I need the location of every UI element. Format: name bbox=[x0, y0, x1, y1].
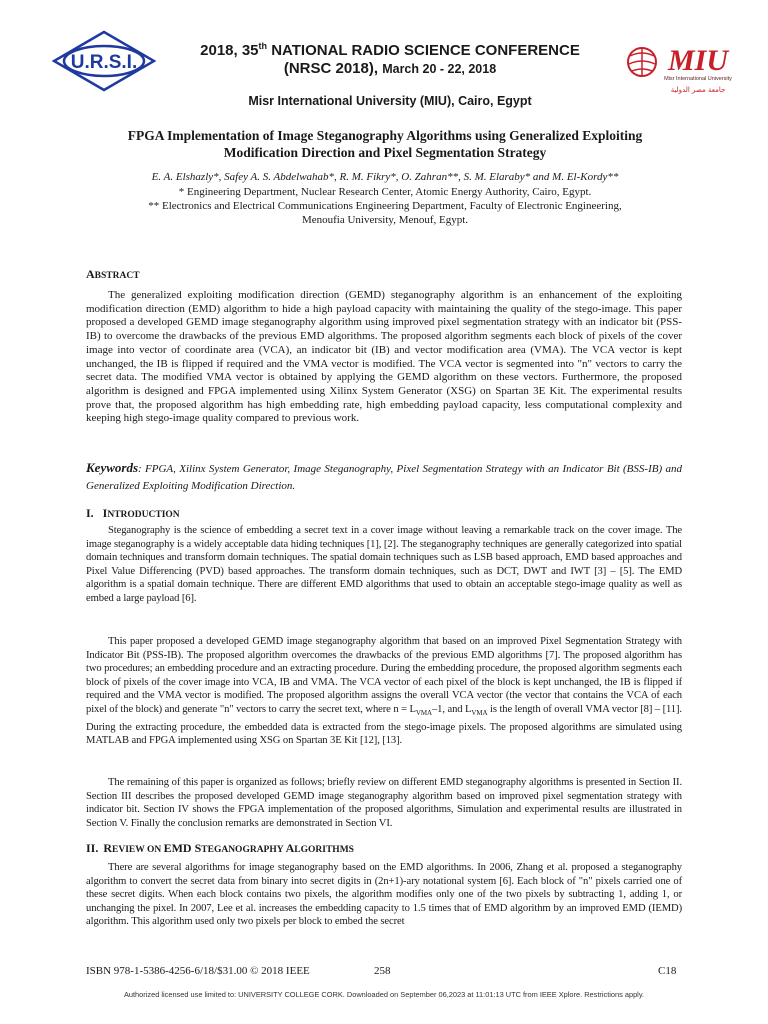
introduction-paragraph-1 bbox=[86, 524, 682, 606]
conference-acronym: (NRSC 2018), bbox=[283, 60, 379, 77]
paper-affiliations bbox=[84, 185, 686, 227]
review-heading-cap3: A bbox=[285, 841, 295, 855]
introduction-text-1: Steganography is the science of embedding a secret text in a cover image without leaving a remarkable track on the cover image. The image steganography is a widely acceptable data hiding techniques [1], [2]. The steganography techniques are generally categorized into spatial domain techniques and transform domain techniques. The spatial domain techniques such as LSB based approach, EMD based approaches and Pixel Value Differencing (PVD) based approaches. The transform domain techniques, such as DCT, DWT and IWT [3] – [5]. The EMD algorithm is a spatial domain technique. There are different EMD algorithms that used to obtain an acceptable stego-image quality as well as embed a large payload [6]. bbox=[86, 525, 682, 604]
review-heading bbox=[86, 841, 354, 856]
abstract-heading bbox=[86, 267, 140, 282]
license-notice: Authorized licensed use limited to: UNIVERSITY COLLEGE CORK. Downloaded on September 06,2023 at 11:01:13 UTC from IEEE Xplore. Restrictions apply. bbox=[123, 990, 645, 999]
conference-subtitle bbox=[170, 60, 610, 77]
conference-title bbox=[170, 41, 610, 59]
review-heading-cap: R bbox=[103, 841, 113, 855]
abstract-heading-cap: A bbox=[86, 267, 95, 281]
conference-date: March 20 - 22, 2018 bbox=[382, 62, 497, 76]
page-number: 258 bbox=[374, 965, 391, 977]
conference-name: NATIONAL RADIO SCIENCE CONFERENCE bbox=[271, 42, 580, 59]
introduction-number: I. bbox=[86, 506, 94, 520]
paper-title-line1: FPGA Implementation of Image Steganography Algorithms using Generalized Exploiting bbox=[127, 128, 643, 143]
introduction-paragraph-3 bbox=[86, 776, 682, 830]
conference-venue: Misr International University (MIU), Cairo, Egypt bbox=[248, 94, 532, 108]
keywords-paragraph bbox=[86, 459, 682, 495]
affiliation-3: Menoufia University, Menouf, Egypt. bbox=[301, 214, 469, 226]
keywords-text: : FPGA, Xilinx System Generator, Image Steganography, Pixel Segmentation Strategy with an Indicator Bit (BSS-IB) and Generalized Exploiting Modification Direction. bbox=[86, 463, 682, 492]
keywords-label: Keywords bbox=[86, 460, 138, 475]
paper-authors: E. A. Elshazly*, Safey A. S. Abdelwahab*, R. M. Fikry*, O. Zahran**, S. M. Elaraby* and M. El-Kordy** bbox=[151, 171, 619, 183]
introduction-text-2c: is the length of overall VMA vector [8] – [11]. During the extracting procedure, the embedded data is extracted from the stego-image pixels. The proposed algorithms are simulated using MATLAB and FPGA implemented using XSG on Spartan 3E Kit [12], [13]. bbox=[86, 703, 682, 747]
affiliation-2: ** Electronics and Electrical Communications Engineering Department, Faculty of Electronic Engineering, bbox=[148, 200, 622, 212]
review-heading-part2: TEGANOGRAPHY bbox=[201, 845, 286, 855]
introduction-heading bbox=[86, 506, 180, 521]
ursi-logo-text: U.R.S.I. bbox=[70, 52, 138, 73]
introduction-text-3: The remaining of this paper is organized as follows; briefly review on different EMD steganography algorithms is presented in Section II. Section III describes the proposed developed GEMD image steganography algorithm based on improved pixel segmentation strategy with indicator bit. Section IV shows the FPGA implementation of the proposed algorithms, Simulation and experimental results are illustrated in Section V. Finally the conclusion remarks are demonstrated in Section VI. bbox=[86, 777, 682, 829]
introduction-text-2a: This paper proposed a developed GEMD image steganography algorithm that based on an improved Pixel Segmentation Strategy with Indicator Bit (PSS-IB). The proposed algorithm overcomes the drawbacks of the previous EMD algorithms [7]. The proposed algorithm has two procedures; an embedding procedure and an extracting procedure. During the embedding procedure, the proposed algorithm segments each block of pixels of the cover image into VCA, IB and VMA. The VCA vector of each pixel of the block is kept unchanged, the IB is flipped if required and the VMA vector is modified. The proposed algorithm assigns the overall VCA vector (the vector that contains the VCA of each pixel of the block) and generate "n" vectors to carry the secret text, where n = L bbox=[86, 636, 682, 715]
ursi-logo bbox=[52, 30, 156, 92]
affiliation-1: * Engineering Department, Nuclear Research Center, Atomic Energy Authority, Cairo, Egypt. bbox=[178, 186, 592, 198]
subscript-vma-1: VMA bbox=[415, 709, 432, 718]
review-heading-cap2: S bbox=[191, 841, 202, 855]
miu-logo-text: MIU bbox=[667, 44, 729, 77]
conference-year: 2018, 35 bbox=[200, 42, 259, 59]
abstract-text: The generalized exploiting modification direction (GEMD) steganography algorithm is an enhancement of the exploiting modification direction (EMD) algorithm to hide a high payload capacity with maintaining the quality of the stego-image. This paper proposed a developed GEMD image steganography algorithm using improved pixel segmentation strategy with an indicator bit (PSS-IB) to overcome the drawbacks of the previous EMD algorithms. The proposed algorithm segments each block of pixels of the cover image into vector of coordinate area (VCA), an indicator bit (IB) and vector modification area (VMA). The VCA vector is kept unchanged, the IB is flipped if required and the VMA vector is modified. The VCA vector is segmented into "n" vectors to carry the secret data. The modified VMA vector is obtained by applying the GEMD algorithm on these vectors. Furthermore, the proposed algorithm is designed and FPGA implemented using Xilinx System Generator (XSG) on Spartan 3E Kit. The experimental results prove that, the proposed algorithm has high embedding rate, high embedding payload capacity, less computational complexity and keeping high stego-image quality compared to previous work. bbox=[86, 289, 682, 425]
review-heading-emd: EMD bbox=[163, 841, 192, 855]
miu-logo bbox=[626, 40, 748, 100]
conference-ordinal: th bbox=[258, 41, 268, 51]
abstract-heading-rest: BSTRACT bbox=[94, 271, 140, 281]
footer-isbn: ISBN 978-1-5386-4256-6/18/$31.00 © 2018 IEEE bbox=[86, 965, 310, 977]
footer-code: C18 bbox=[658, 965, 677, 977]
introduction-text-2b: –1, and L bbox=[431, 703, 472, 715]
review-heading-part3: LGORITHMS bbox=[294, 845, 354, 855]
introduction-heading-cap: I bbox=[102, 506, 108, 520]
page-header bbox=[0, 0, 768, 120]
subscript-vma-2: VMA bbox=[471, 709, 488, 718]
review-text-1: There are several algorithms for image steganography based on the EMD algorithms. In 2006, Zhang et al. proposed a steganography algorithm to convert the secret data from binary into secret digits in (2n+1)-ary notational system [6]. Each block of "n" pixels carried one of these secret digits. When each block contains two pixels, the algorithm modifies only one of the two pixels by subtracting 1, adding 1, or unchanging the pixel. In 2007, Lee et al. increases the embedding capacity to 1.5 times that of EMD algorithm by an improved EMD (IEMD) algorithm. This algorithm used only two pixels per block to embed the secret bbox=[86, 862, 682, 928]
paper-title-line2: Modification Direction and Pixel Segmentation Strategy bbox=[223, 145, 547, 160]
introduction-paragraph-2 bbox=[86, 635, 682, 748]
review-paragraph-1 bbox=[86, 861, 682, 929]
review-heading-part1: EVIEW ON bbox=[112, 845, 164, 855]
miu-logo-subtitle: Misr International University bbox=[664, 76, 732, 82]
miu-logo-arabic: جامعة مصر الدولية bbox=[670, 86, 726, 94]
abstract-paragraph bbox=[86, 289, 682, 426]
introduction-heading-rest: NTRODUCTION bbox=[107, 510, 180, 520]
paper-title bbox=[84, 127, 686, 161]
review-number: II. bbox=[86, 841, 99, 855]
